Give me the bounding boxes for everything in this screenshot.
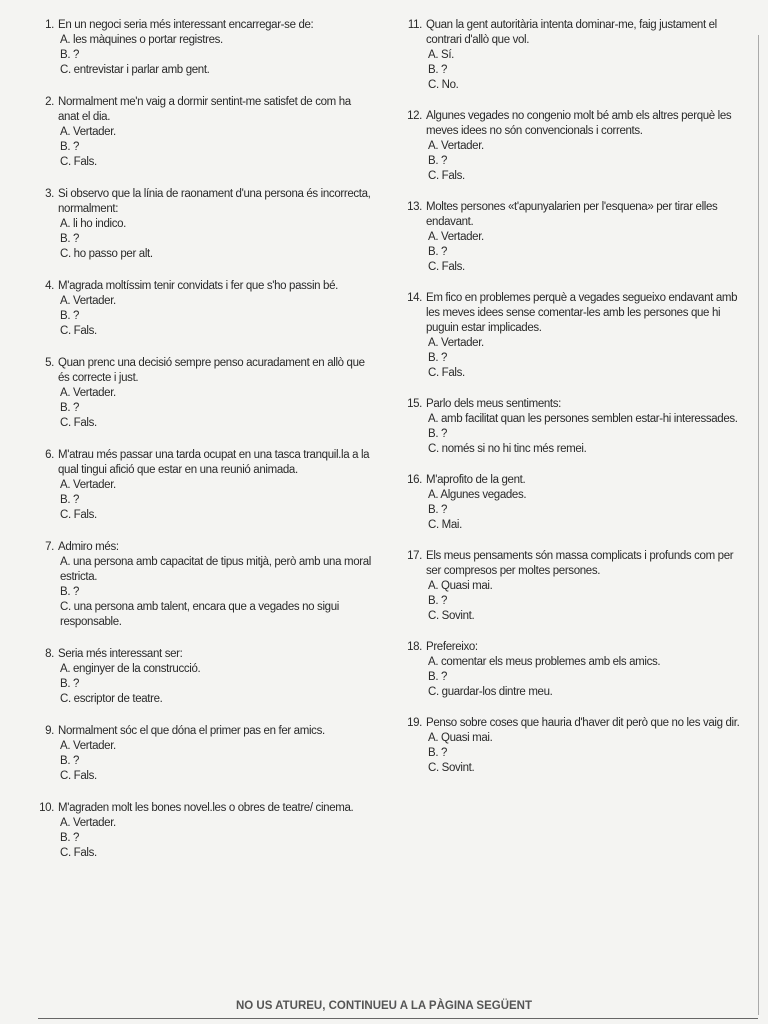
answer-option: B. ? bbox=[60, 141, 80, 153]
question-item bbox=[28, 18, 373, 78]
answer-option: A. Vertader. bbox=[60, 295, 116, 307]
answer-option: A. Vertader. bbox=[60, 126, 116, 138]
answer-option: A. Vertader. bbox=[60, 817, 116, 829]
answer-option: B. ? bbox=[428, 64, 448, 76]
question-number: 17. bbox=[407, 550, 422, 562]
answer-option: B. ? bbox=[60, 233, 80, 245]
question-number: 13. bbox=[407, 201, 422, 213]
answer-option: A. amb facilitat quan les persones semblen estar-hi interessades. bbox=[428, 413, 738, 425]
answer-option: C. Fals. bbox=[60, 509, 97, 521]
answer-option: B. ? bbox=[428, 504, 448, 516]
question-text: Seria més interessant ser: bbox=[58, 648, 183, 660]
question-item bbox=[28, 279, 373, 339]
footer-divider bbox=[38, 1018, 758, 1019]
question-text: Si observo que la línia de raonament d'una persona és incorrecta, normalment: bbox=[58, 188, 371, 215]
question-text: Penso sobre coses que hauria d'haver dit però que no les vaig dir. bbox=[426, 717, 740, 729]
question-text: Algunes vegades no congenio molt bé amb els altres perquè les meves idees no són convencionals i corrents. bbox=[426, 110, 732, 137]
answer-option: A. Quasi mai. bbox=[428, 580, 493, 592]
answer-option: B. ? bbox=[428, 155, 448, 167]
answer-option: B. ? bbox=[60, 678, 80, 690]
question-text: Normalment sóc el que dóna el primer pas en fer amics. bbox=[58, 725, 325, 737]
question-text: Normalment me'n vaig a dormir sentint-me satisfet de com ha anat el dia. bbox=[58, 96, 351, 123]
answer-option: B. ? bbox=[428, 352, 448, 364]
answer-option: A. Vertader. bbox=[428, 337, 484, 349]
answer-option: B. ? bbox=[60, 402, 80, 414]
question-text: Els meus pensaments són massa complicats i profunds com per ser compresos per moltes persones. bbox=[426, 550, 734, 577]
question-item bbox=[28, 724, 373, 784]
question-text: Quan la gent autoritària intenta dominar-me, faig justament el contrari d'allò que vol. bbox=[426, 19, 717, 46]
question-item bbox=[28, 356, 373, 431]
answer-option: C. guardar-los dintre meu. bbox=[428, 686, 553, 698]
question-number: 7. bbox=[45, 541, 54, 553]
answer-option: C. ho passo per alt. bbox=[60, 248, 153, 260]
question-text: Prefereixo: bbox=[426, 641, 478, 653]
answer-option: A. Vertader. bbox=[428, 231, 484, 243]
answer-option: C. Sovint. bbox=[428, 762, 475, 774]
question-item bbox=[396, 109, 742, 184]
answer-option: B. ? bbox=[428, 428, 448, 440]
answer-option: A. enginyer de la construcció. bbox=[60, 663, 201, 675]
question-item bbox=[28, 647, 373, 707]
answer-option: A. Vertader. bbox=[60, 740, 116, 752]
answer-option: B. ? bbox=[60, 49, 80, 61]
question-item bbox=[396, 640, 742, 700]
answer-option: A. Sí. bbox=[428, 49, 455, 61]
question-number: 11. bbox=[407, 19, 422, 31]
answer-option: A. una persona amb capacitat de tipus mitjà, però amb una moral estricta. bbox=[60, 556, 371, 583]
question-number: 14. bbox=[407, 292, 422, 304]
answer-option: A. Vertader. bbox=[60, 387, 116, 399]
answer-option: C. Fals. bbox=[428, 367, 465, 379]
answer-option: C. Sovint. bbox=[428, 610, 475, 622]
question-number: 3. bbox=[45, 188, 54, 200]
answer-option: C. No. bbox=[428, 79, 459, 91]
question-item bbox=[396, 291, 742, 381]
question-number: 8. bbox=[45, 648, 54, 660]
question-number: 9. bbox=[45, 725, 54, 737]
question-text: Moltes persones «t'apunyalarien per l'esquena» per tirar elles endavant. bbox=[426, 201, 718, 228]
page-edge-line bbox=[758, 35, 759, 1015]
answer-option: A. comentar els meus problemes amb els amics. bbox=[428, 656, 661, 668]
question-text: Admiro més: bbox=[58, 541, 119, 553]
answer-option: B. ? bbox=[60, 832, 80, 844]
answer-option: C. Fals. bbox=[428, 261, 465, 273]
answer-option: B. ? bbox=[428, 246, 448, 258]
question-item bbox=[396, 200, 742, 275]
answer-option: C. entrevistar i parlar amb gent. bbox=[60, 64, 210, 76]
answer-option: C. escriptor de teatre. bbox=[60, 693, 163, 705]
question-item bbox=[28, 448, 373, 523]
answer-option: B. ? bbox=[428, 671, 448, 683]
answer-option: B. ? bbox=[428, 595, 448, 607]
question-number: 10. bbox=[39, 802, 54, 814]
question-number: 6. bbox=[45, 449, 54, 461]
answer-option: A. Vertader. bbox=[428, 140, 484, 152]
question-text: M'agrada moltíssim tenir convidats i fer que s'ho passin bé. bbox=[58, 280, 338, 292]
answer-option: B. ? bbox=[428, 747, 448, 759]
question-number: 12. bbox=[407, 110, 422, 122]
question-text: M'agraden molt les bones novel.les o obres de teatre/ cinema. bbox=[58, 802, 354, 814]
answer-option: C. Fals. bbox=[428, 170, 465, 182]
question-number: 19. bbox=[407, 717, 422, 729]
answer-option: C. Fals. bbox=[60, 325, 97, 337]
question-text: Em fico en problemes perquè a vegades segueixo endavant amb les meves idees sense comentar-les amb les persones que hi puguin estar implicades. bbox=[426, 292, 738, 334]
question-text: Parlo dels meus sentiments: bbox=[426, 398, 562, 410]
question-item bbox=[396, 473, 742, 533]
left-question-column bbox=[28, 18, 373, 878]
question-number: 16. bbox=[407, 474, 422, 486]
question-item bbox=[28, 540, 373, 630]
question-item bbox=[28, 801, 373, 861]
question-item bbox=[396, 549, 742, 624]
answer-option: B. ? bbox=[60, 755, 80, 767]
question-number: 4. bbox=[45, 280, 54, 292]
question-number: 15. bbox=[407, 398, 422, 410]
answer-option: B. ? bbox=[60, 586, 80, 598]
footer-continue-notice: NO US ATUREU, CONTINUEU A LA PÀGINA SEGÜENT bbox=[235, 1000, 533, 1012]
question-text: M'aprofito de la gent. bbox=[426, 474, 526, 486]
question-text: M'atrau més passar una tarda ocupat en una tasca tranquil.la a la qual tingui afició que estar en una reunió animada. bbox=[58, 449, 370, 476]
answer-option: C. només si no hi tinc més remei. bbox=[428, 443, 587, 455]
question-item bbox=[396, 716, 742, 776]
answer-option: C. Fals. bbox=[60, 770, 97, 782]
right-question-column bbox=[396, 18, 742, 792]
question-text: En un negoci seria més interessant encarregar-se de: bbox=[58, 19, 314, 31]
answer-option: C. una persona amb talent, encara que a vegades no sigui responsable. bbox=[60, 601, 339, 628]
question-item bbox=[28, 95, 373, 170]
question-item bbox=[28, 187, 373, 262]
question-number: 18. bbox=[407, 641, 422, 653]
question-text: Quan prenc una decisió sempre penso acuradament en allò que és correcte i just. bbox=[58, 357, 365, 384]
answer-option: C. Fals. bbox=[60, 847, 97, 859]
answer-option: B. ? bbox=[60, 310, 80, 322]
answer-option: A. Vertader. bbox=[60, 479, 116, 491]
question-number: 1. bbox=[45, 19, 54, 31]
answer-option: C. Fals. bbox=[60, 417, 97, 429]
answer-option: C. Fals. bbox=[60, 156, 97, 168]
answer-option: A. li ho indico. bbox=[60, 218, 126, 230]
question-number: 5. bbox=[45, 357, 54, 369]
answer-option: B. ? bbox=[60, 494, 80, 506]
answer-option: A. les màquines o portar registres. bbox=[60, 34, 223, 46]
question-item bbox=[396, 18, 742, 93]
answer-option: A. Quasi mai. bbox=[428, 732, 493, 744]
question-number: 2. bbox=[45, 96, 54, 108]
question-item bbox=[396, 397, 742, 457]
answer-option: A. Algunes vegades. bbox=[428, 489, 527, 501]
answer-option: C. Mai. bbox=[428, 519, 462, 531]
